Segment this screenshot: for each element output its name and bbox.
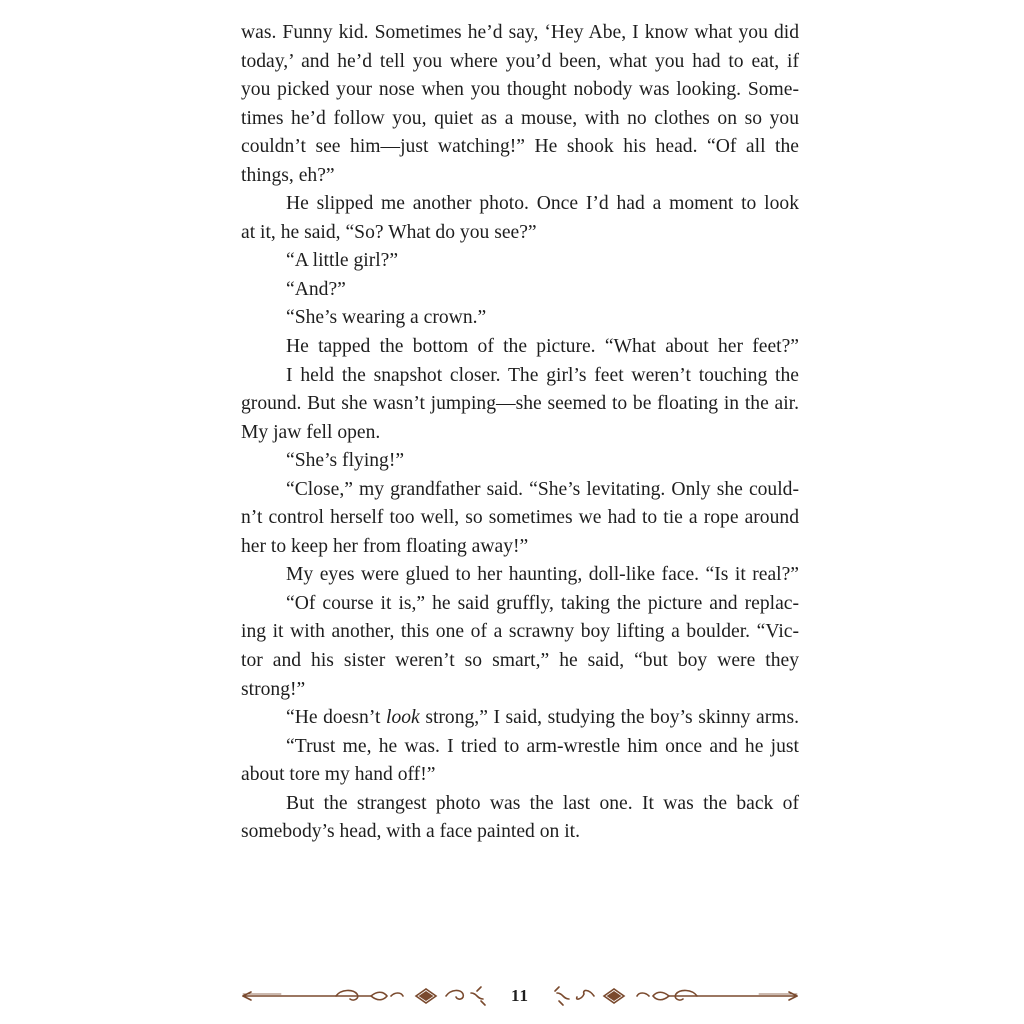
text-line: “She’s flying!” bbox=[286, 450, 405, 472]
text-line: times he’d follow you, quiet as a mouse, with no clothes on so you bbox=[241, 107, 799, 129]
text-line: He slipped me another photo. Once I’d had a moment to look bbox=[286, 193, 799, 215]
text-line: about tore my hand off!” bbox=[241, 764, 436, 786]
text-line: her to keep her from floating away!” bbox=[241, 535, 529, 557]
text-line: “She’s wearing a crown.” bbox=[286, 307, 487, 329]
text-line: “Trust me, he was. I tried to arm-wrestle him once and he just bbox=[286, 735, 799, 757]
left-flourish-ornament-icon bbox=[241, 983, 497, 1009]
text-line: somebody’s head, with a face painted on it. bbox=[241, 821, 580, 843]
text-line: couldn’t see him—just watching!” He shook his head. “Of all the bbox=[241, 136, 799, 158]
page-number: 11 bbox=[510, 986, 530, 1005]
text-line: ground. But she wasn’t jumping—she seemed to be floating in the air. bbox=[241, 393, 799, 415]
text-line: things, eh?” bbox=[241, 164, 335, 186]
text-line: “A little girl?” bbox=[286, 250, 399, 272]
body-text bbox=[241, 19, 799, 847]
text-line: strong!” bbox=[241, 678, 306, 700]
text-line bbox=[241, 704, 799, 733]
text-line: was. Funny kid. Sometimes he’d say, ‘Hey Abe, I know what you did bbox=[241, 22, 799, 43]
right-flourish-ornament-icon bbox=[543, 983, 799, 1009]
text-line: My eyes were glued to her haunting, doll-like face. “Is it real?” bbox=[286, 564, 799, 586]
text-line: today,’ and he’d tell you where you’d been, what you had to eat, if bbox=[241, 50, 799, 72]
text-run: strong,” I said, studying the boy’s skinny arms. bbox=[419, 707, 800, 729]
page-footer bbox=[241, 983, 799, 1009]
text-line: But the strangest photo was the last one. It was the back of bbox=[286, 792, 799, 814]
text-line: tor and his sister weren’t so smart,” he said, “but boy were they bbox=[241, 650, 799, 672]
italic-word: look bbox=[386, 707, 420, 729]
text-line: He tapped the bottom of the picture. “What about her feet?” bbox=[286, 336, 799, 358]
text-line: My jaw fell open. bbox=[241, 421, 381, 443]
text-line: “And?” bbox=[286, 278, 346, 300]
text-line: “Close,” my grandfather said. “She’s levitating. Only she could- bbox=[286, 478, 799, 500]
text-run: “He doesn’t bbox=[286, 707, 387, 729]
text-line: n’t control herself too well, so sometimes we had to tie a rope around bbox=[241, 507, 799, 529]
text-line: “Of course it is,” he said gruffly, taking the picture and replac- bbox=[286, 592, 799, 614]
text-line: ing it with another, this one of a scrawny boy lifting a boulder. “Vic- bbox=[241, 621, 799, 643]
text-line: I held the snapshot closer. The girl’s feet weren’t touching the bbox=[286, 364, 799, 386]
text-line: you picked your nose when you thought nobody was looking. Some- bbox=[241, 79, 799, 101]
text-line: at it, he said, “So? What do you see?” bbox=[241, 221, 537, 243]
